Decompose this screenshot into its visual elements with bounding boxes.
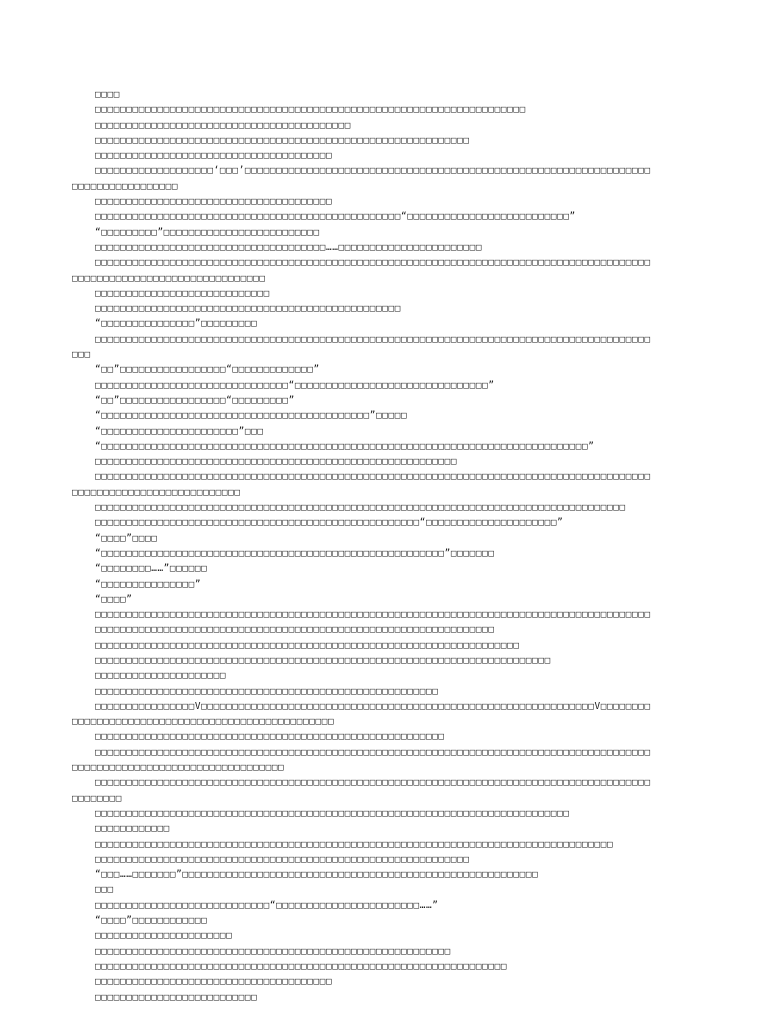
paragraph-line: □□□□□□□□□□□□□□□□□□□□□□□□□□□□□□□□□□□□□□□□□□□□□□□□□□□□□□□□ — [95, 731, 445, 743]
paragraph — [72, 500, 712, 515]
paragraph-line: “□□□□□□□□□□□□□□□” — [95, 578, 202, 590]
paragraph-line: “□□□□□□□□□□□□□□□□□□□□□□□□□□□□□□□□□□□□□□□□□□□”□□□□□ — [95, 410, 408, 422]
paragraph-line: “□□□□□□□□□”□□□□□□□□□□□□□□□□□□□□□□□□□ — [95, 226, 320, 238]
paragraph-line: □□□□□□□□□□□□□□□□□□□□□□□□□□□□□□□□□□□□□□ — [95, 976, 333, 988]
paragraph-line: □□□□□□□□□□□□□□□□□□□□□□□□□□□□□□□□□□□□□□□□□□□□□□□□□□□□□□□ — [95, 685, 439, 697]
paragraph — [72, 393, 712, 408]
paragraph-line: □□□□□□□□□□□□□□□□□□□□□□□□□□□□□□□□□□□□□□□□□□□□□□□□□□□□□□□□□□□□□□□□□□□□□□□□□ — [95, 654, 551, 666]
paragraph — [72, 607, 712, 622]
paragraph-line: □□□□□□□□□□□□□□□□□□□□□□□□□□□□□□□□□□□□□□□□□□□□□□□□□□□□□□□□□□□□ — [95, 853, 470, 865]
document-body — [72, 87, 712, 1005]
paragraph-line: □□□□□□□□□□□□□□□□□□□□□□□□□□□□□□□□□□□□□□□□□□□□□□□□□□□□□□□□□□□□□□□□□□□□□□□□□□□□ — [95, 807, 570, 819]
paragraph-line: □□□□□□□□□□□□□□□□□□□□□□□□□□ — [95, 991, 258, 1003]
paragraph — [72, 255, 712, 286]
paragraph — [72, 684, 712, 699]
paragraph-line: “□□□□”□□□□ — [95, 532, 158, 544]
paragraph — [72, 87, 712, 102]
paragraph — [72, 286, 712, 301]
paragraph — [72, 515, 712, 530]
paragraph-line: □□□□□□□□□□□□□□□□□□□□□□□□□□□□□□□□□□□□□□□□□□□□□□□□□□□□□□□□□□□□□□□□□□□□□□□□□□□□□□□□□□□□□ — [95, 502, 626, 514]
paragraph-line: “□□□□”□□□□□□□□□□□□ — [95, 915, 208, 927]
paragraph — [72, 821, 712, 836]
paragraph-line: □□□□□□□□□□□□□□□□□□□□□□□□□□□□□□□□□□□□□□□□□ — [95, 119, 352, 131]
paragraph — [72, 775, 712, 806]
paragraph — [72, 362, 712, 377]
paragraph-line: □□□ — [72, 349, 91, 361]
paragraph-line: □□□□□□□□ — [72, 792, 122, 804]
paragraph — [72, 408, 712, 423]
paragraph-line: □□□□□□□□□□□□□□□□□□□□□□□□□□□□□□□□□□□□□□□□□□□□□□□□□“□□□□□□□□□□□□□□□□□□□□□□□□□□” — [95, 211, 576, 223]
paragraph-line: “□□□□□□□□……”□□□□□□ — [95, 563, 208, 575]
paragraph — [72, 378, 712, 393]
paragraph — [72, 561, 712, 576]
paragraph-line: “□□□□□□□□□□□□□□□”□□□□□□□□□ — [95, 318, 258, 330]
paragraph-line: □□□□□□□□□□□□□□□□□□□□□□□□□□□□□□□□□□□□□□□□□□□□□□□□□□□□□□□□□□□□□□□□□□□□□□□□□□□□□□□□□□□ — [95, 838, 614, 850]
paragraph-line: “□□□□” — [95, 593, 133, 605]
paragraph-line: □□□□□□□□□□□□□□□□□□□□□□□□□□□□□□□□□□□□□□□□□□□□□□□□□ — [95, 303, 401, 315]
paragraph-line: □□□□□□□□□□□□□□□□□□□□□□□□□□□□□□□□□□□□□□□□□□□□□□□□□□□□□□□□□□ — [95, 456, 458, 468]
paragraph-line: □□□□□□□□□□□□□□□□□□□□□□□□□□□□□□□□□□□□□□□□□□□□□□□□□□□□□□□□□□□□□□□□□□□□□□□□□□□□□□□□□□□□□□□□□ — [95, 746, 651, 758]
paragraph-line: “□□□□□□□□□□□□□□□□□□□□□□□□□□□□□□□□□□□□□□□□□□□□□□□□□□□□□□□□□□□□□□□□□□□□□□□□□□□□□□” — [95, 440, 595, 452]
paragraph — [72, 332, 712, 363]
paragraph-line: “□□□□□□□□□□□□□□□□□□□□□□”□□□ — [95, 425, 264, 437]
paragraph-line: □□□□□□□□□□□□□□□□□□□□□□□□□□□□□□□□□□□□□□□□□□ — [72, 716, 335, 728]
paragraph-line: □□□□□□□□□□□□□□□□□□□□□□□□□□□□ — [95, 287, 270, 299]
paragraph-line: □□□□□□□□□□□□□□□□□□□□□□□□□□□□□□□□□□□□□□□□□□□□□□□□□□□□□□□□□□□□□□□□□□□□□ — [95, 104, 526, 116]
paragraph-line: □□□□□□□□□□□□□□□□□□□□□□□□□□□□□□□□□□□□□□□□□□□□□□□□□□□□□□□□□□□□□□□□□□□□□□□□□□□□□□□□□□□□□□□□□ — [95, 333, 651, 345]
paragraph-line: □□□□□□□□□□□□□□□□□□□□□□□□□□□ — [72, 486, 241, 498]
paragraph-line: □□□□□□□□□□□□□□□□□□□□□□□□□□□□□□□□□□□□□□ — [95, 196, 333, 208]
paragraph-line: “□□”□□□□□□□□□□□□□□□□□“□□□□□□□□□” — [95, 394, 295, 406]
paragraph-line: □□□□□□□□□□□□□□□□□□□□□□□□□□□□□□□□□□□□□□□□□□□□□□□□□□□□□□□□□□□□□□□□□□□□□□□□□□□□□□□□□□□□□□□□□ — [95, 777, 651, 789]
paragraph-line: □□□□□□□□□□□□□□□□□□□□□□□□□□□□□□□□□□□□□□□□□□□□□□□□□□□□□□□□□□□□□□□□□□□□□□□□□□□□□□□□□□□□□□□□□ — [95, 471, 651, 483]
paragraph — [72, 882, 712, 897]
paragraph-line: □□□□□□□□□□□□□□□□□□□□□□□□□□□□□□□□□□□□□□□□□□□□□□□□□□□□□□□□□□□□□□□□□□□□ — [95, 639, 520, 651]
paragraph — [72, 469, 712, 500]
paragraph — [72, 852, 712, 867]
paragraph — [72, 592, 712, 607]
paragraph — [72, 439, 712, 454]
paragraph-line: □□□□□□□□□□□□□□□□□□□□□□ — [95, 930, 233, 942]
paragraph-line: □□□□□□□□□□□□□□□□□□□□□□□□□□□□□□□□□□□□□□□□□□□□□□□□□□□□□□□□□□□□□□□□□□ — [95, 960, 508, 972]
paragraph — [72, 745, 712, 776]
paragraph-line: □□□□□□□□□□□□□□□□□□□‘□□□’□□□□□□□□□□□□□□□□□□□□□□□□□□□□□□□□□□□□□□□□□□□□□□□□□□□□□□□□□□□□□□□□□ — [95, 165, 651, 177]
paragraph-line: □□□□□□□□□□□□□□□□□□□□□□□□□□□□□□□□□□ — [72, 762, 285, 774]
paragraph-line: □□□□□□□□□□□□□□□□□□□□□□□□□□□□□□□“□□□□□□□□□□□□□□□□□□□□□□□□□□□□□□□” — [95, 379, 495, 391]
paragraph — [72, 148, 712, 163]
paragraph-line: “□□”□□□□□□□□□□□□□□□□□“□□□□□□□□□□□□□” — [95, 364, 320, 376]
paragraph — [72, 944, 712, 959]
paragraph — [72, 424, 712, 439]
paragraph — [72, 531, 712, 546]
paragraph — [72, 102, 712, 117]
paragraph — [72, 806, 712, 821]
paragraph — [72, 301, 712, 316]
paragraph — [72, 699, 712, 730]
paragraph — [72, 316, 712, 331]
paragraph-line: □□□□ — [95, 89, 120, 100]
paragraph — [72, 867, 712, 882]
paragraph — [72, 454, 712, 469]
paragraph — [72, 118, 712, 133]
paragraph — [72, 668, 712, 683]
paragraph — [72, 837, 712, 852]
paragraph-line: □□□□□□□□□□□□□□□□□□□□□□□□□□□□“□□□□□□□□□□□□□□□□□□□□□□□……” — [95, 899, 439, 911]
paragraph — [72, 225, 712, 240]
paragraph-line: “□□□……□□□□□□□”□□□□□□□□□□□□□□□□□□□□□□□□□□□□□□□□□□□□□□□□□□□□□□□□□□□□□□□□□ — [95, 869, 539, 881]
paragraph — [72, 194, 712, 209]
paragraph — [72, 546, 712, 561]
paragraph-line: □□□□□□□□□□□□□□□□□□□□□□□□□□□□□□□□□□□□□□□□□□□□□□□□□□□□□□□□□□□□ — [95, 134, 470, 146]
paragraph — [72, 577, 712, 592]
paragraph-line: □□□□□□□□□□□□□□□□V□□□□□□□□□□□□□□□□□□□□□□□□□□□□□□□□□□□□□□□□□□□□□□□□□□□□□□□□□□□□□□□V□□□□□□□□ — [95, 700, 651, 712]
paragraph-line: □□□□□□□□□□□□□□□□□□□□□□□□□□□□□□□ — [72, 272, 266, 284]
paragraph-line: □□□□□□□□□□□□□□□□□□□□□□□□□□□□□□□□□□□□□□□□□□□□□□□□□□□□“□□□□□□□□□□□□□□□□□□□□□” — [95, 517, 564, 529]
paragraph-line: □□□□□□□□□□□□□□□□□ — [72, 180, 179, 192]
paragraph-line: □□□□□□□□□□□□□□□□□□□□□ — [95, 670, 227, 682]
paragraph-line: “□□□□□□□□□□□□□□□□□□□□□□□□□□□□□□□□□□□□□□□□□□□□□□□□□□□□□□□”□□□□□□□ — [95, 547, 495, 559]
paragraph — [72, 209, 712, 224]
paragraph — [72, 133, 712, 148]
paragraph-line: □□□□□□□□□□□□□□□□□□□□□□□□□□□□□□□□□□□□□□□□□□□□□□□□□□□□□□□□□ — [95, 945, 451, 957]
paragraph — [72, 653, 712, 668]
paragraph-line: □□□□□□□□□□□□□□□□□□□□□□□□□□□□□□□□□□□□□□□□□□□□□□□□□□□□□□□□□□□□□□□□□□□□□□□□□□□□□□□□□□□□□□□□□ — [95, 257, 651, 269]
paragraph-line: □□□□□□□□□□□□ — [95, 823, 170, 835]
paragraph — [72, 638, 712, 653]
paragraph-line: □□□ — [95, 884, 114, 896]
paragraph — [72, 913, 712, 928]
paragraph — [72, 163, 712, 194]
paragraph — [72, 622, 712, 637]
paragraph-line: □□□□□□□□□□□□□□□□□□□□□□□□□□□□□□□□□□□□□□ — [95, 150, 333, 162]
paragraph — [72, 240, 712, 255]
paragraph — [72, 959, 712, 974]
paragraph-line: □□□□□□□□□□□□□□□□□□□□□□□□□□□□□□□□□□□□□……□□□□□□□□□□□□□□□□□□□□□□□ — [95, 241, 483, 253]
paragraph — [72, 928, 712, 943]
paragraph-line: □□□□□□□□□□□□□□□□□□□□□□□□□□□□□□□□□□□□□□□□□□□□□□□□□□□□□□□□□□□□□□□□ — [95, 624, 495, 636]
paragraph — [72, 729, 712, 744]
paragraph-line: □□□□□□□□□□□□□□□□□□□□□□□□□□□□□□□□□□□□□□□□□□□□□□□□□□□□□□□□□□□□□□□□□□□□□□□□□□□□□□□□□□□□□□□□□ — [95, 609, 651, 621]
paragraph — [72, 974, 712, 989]
paragraph — [72, 990, 712, 1005]
paragraph — [72, 898, 712, 913]
